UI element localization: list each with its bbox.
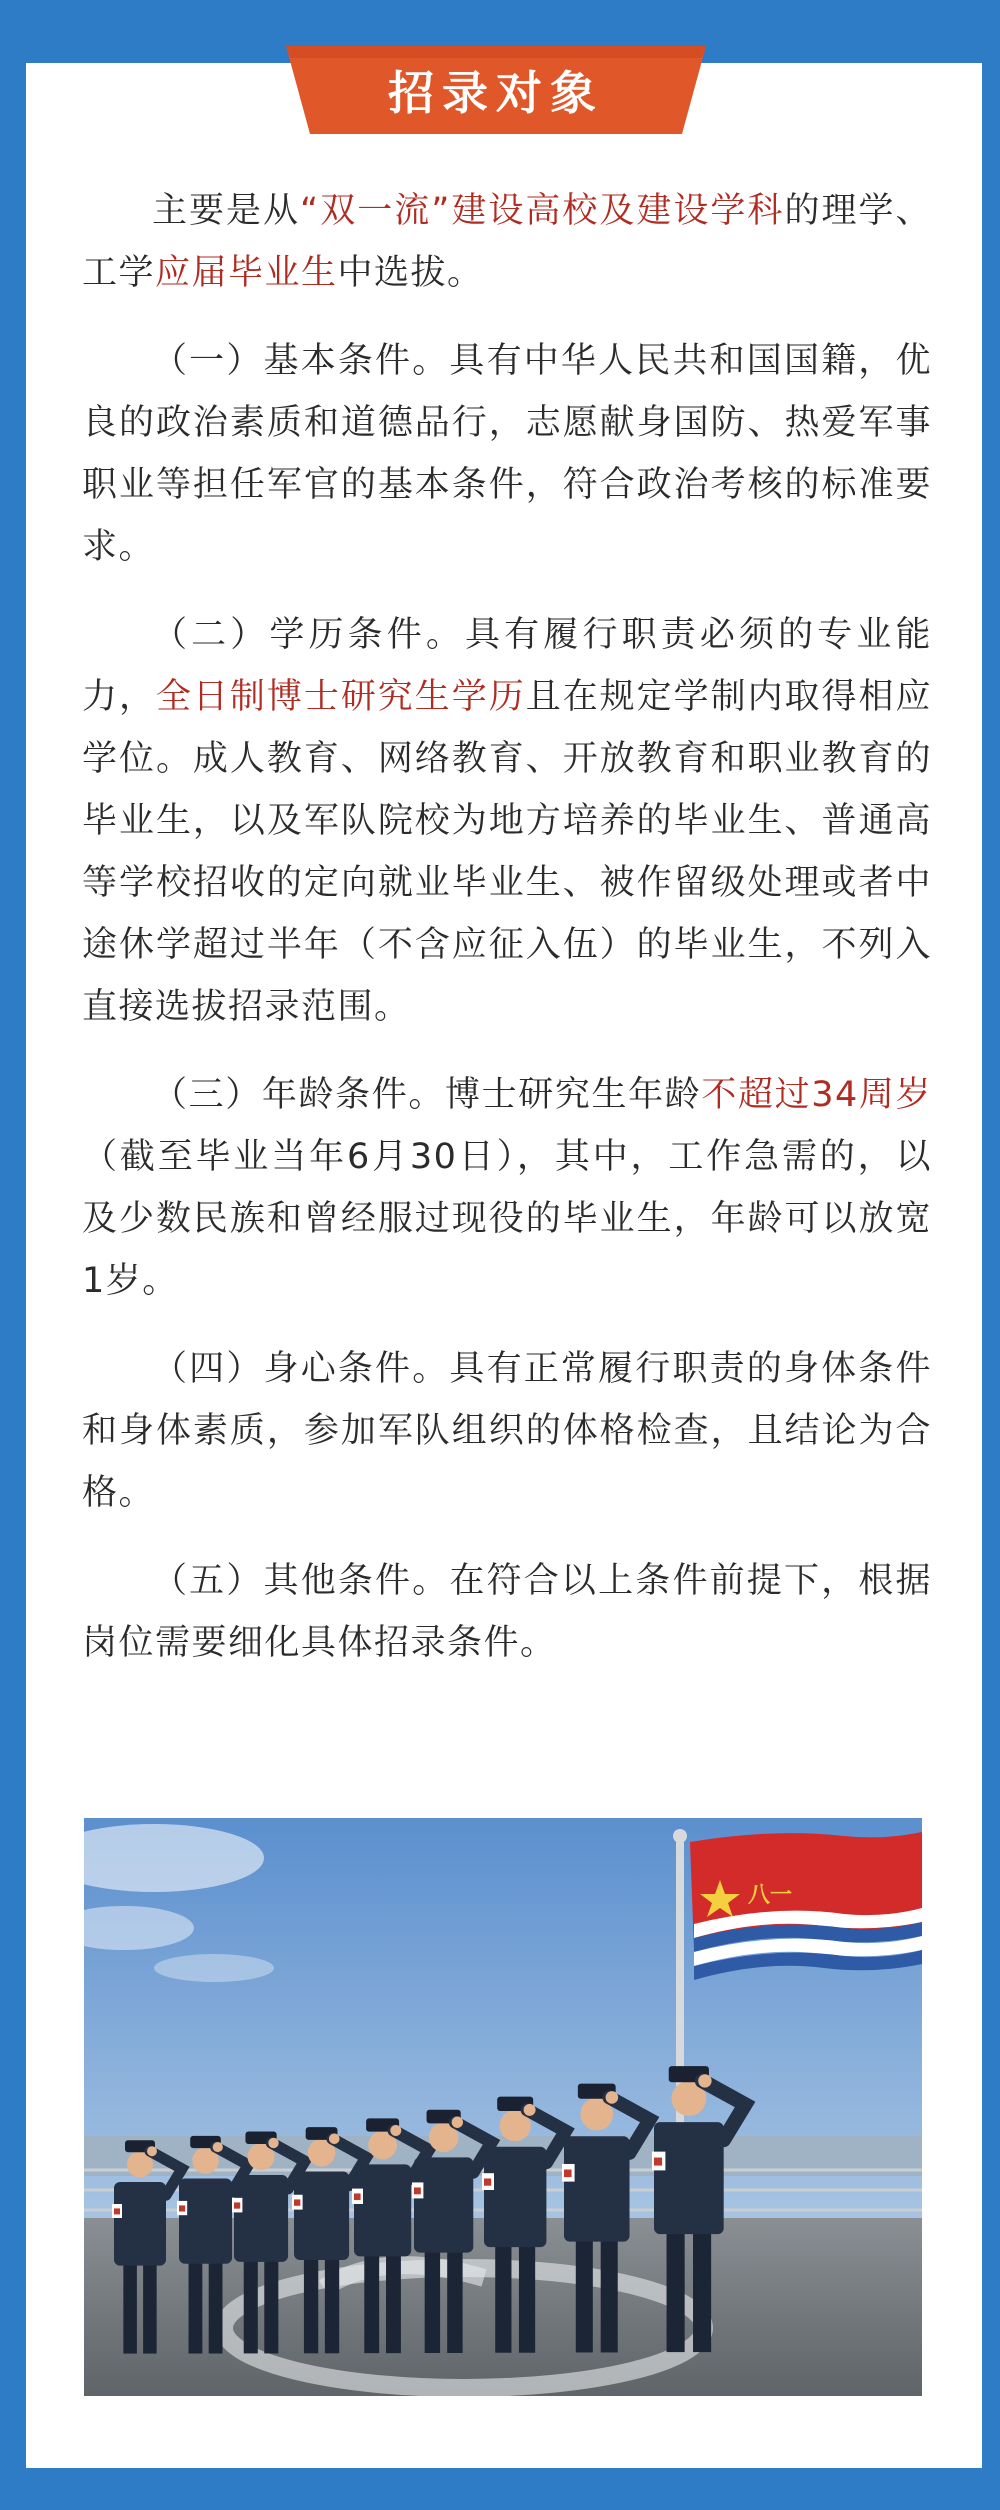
sailors-saluting-photo: [84, 1818, 922, 2396]
flag: [690, 1832, 922, 1980]
paragraph-6: [82, 1550, 932, 1674]
paragraph-4: [82, 1064, 932, 1312]
body-text: 且在规定学制内取得相应学位。成人教育、网络教育、开放教育和职业教育的毕业生，以及军队院校为地方培养的毕业生、普通高等学校招收的定向就业毕业生、被作留级处理或者中途休学超过半年（不含应征入伍）的毕业生，不列入直接选拔招录范围。: [82, 677, 932, 1027]
highlighted-text: 全日制博士研究生学历: [155, 677, 526, 717]
body-text: （二）学历条件。具有履行职责必须的专业能力，: [82, 615, 932, 717]
body-text: 中选拔。: [337, 253, 484, 293]
highlighted-text: 应届毕业生: [155, 253, 338, 293]
paragraph-5: [82, 1338, 932, 1524]
body-text: 的理学、工学: [82, 191, 932, 293]
paragraph-3: [82, 604, 932, 1038]
body-text: 主要是从: [152, 191, 301, 231]
body-text: （截至毕业当年6月30日），其中，工作急需的，以及少数民族和曾经服过现役的毕业生，年龄可以放宽1岁。: [82, 1137, 932, 1301]
highlighted-text: 不超过34周岁: [701, 1075, 932, 1115]
body-text: （五）其他条件。在符合以上条件前提下，根据岗位需要细化具体招录条件。: [82, 1561, 932, 1663]
highlighted-text: “双一流”建设高校及建设学科: [300, 191, 785, 231]
paragraph-1: [82, 180, 932, 304]
body-text: （四）身心条件。具有正常履行职责的身体条件和身体素质，参加军队组织的体格检查，且结论为合格。: [82, 1349, 932, 1513]
flag-text: 八一: [748, 1883, 793, 1908]
section-title: 招录对象: [388, 66, 604, 120]
article-body: [82, 180, 932, 1700]
body-text: （三）年龄条件。博士研究生年龄: [152, 1075, 702, 1115]
body-text: （一）基本条件。具有中华人民共和国国籍，优良的政治素质和道德品行，志愿献身国防、热爱军事职业等担任军官的基本条件，符合政治考核的标准要求。: [82, 341, 932, 567]
section-title-banner: [286, 46, 706, 134]
paragraph-2: [82, 330, 932, 578]
